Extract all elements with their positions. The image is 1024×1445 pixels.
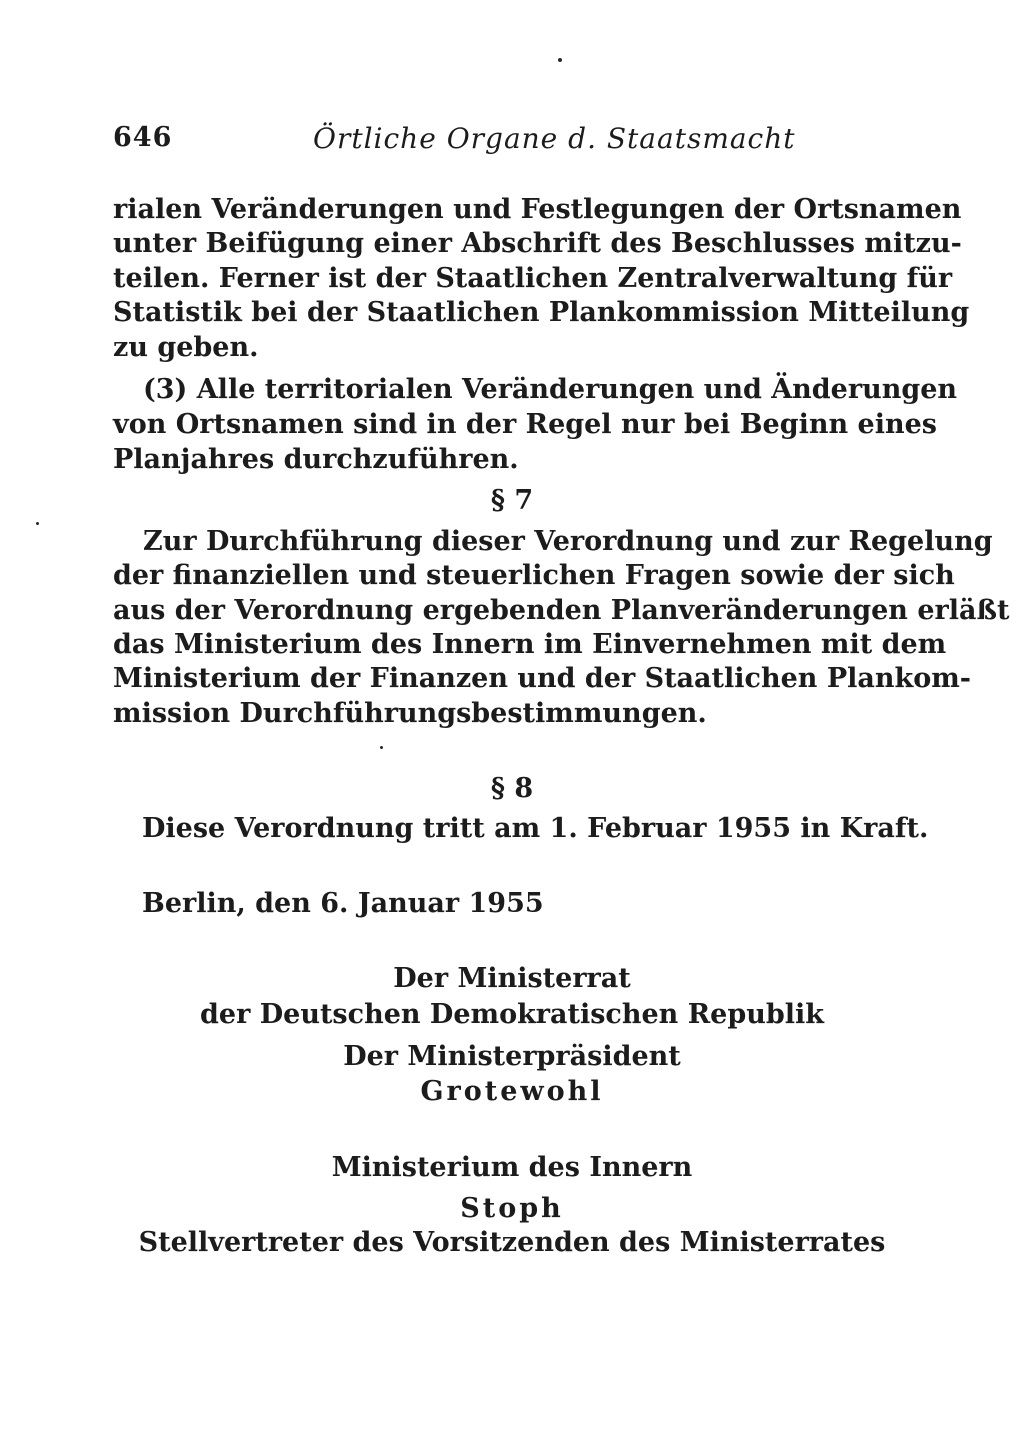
page-header [113,122,943,162]
paragraph-line: teilen. Ferner ist der Staatlichen Zentralverwaltung für [113,263,953,294]
paragraph-line: das Ministerium des Innern im Einvernehmen mit dem [113,629,947,660]
page-number: 646 [113,122,173,153]
signatory-name: Grotewohl [420,1076,604,1107]
signature-body: Der Ministerrat [393,963,631,994]
paragraph-line: mission Durchführungsbestimmungen. [113,698,707,729]
paragraph-line: der finanziellen und steuerlichen Fragen sowie der sich [113,560,955,591]
paragraph-line: Zur Durchführung dieser Verordnung und zur Regelung [143,526,993,557]
section-heading-8: § 8 [490,773,534,804]
signature-role: Stellvertreter des Vorsitzenden des Ministerrates [138,1227,886,1258]
signatory-name: Stoph [460,1193,564,1224]
section-heading-7: § 7 [490,485,534,516]
paragraph-line: aus der Verordnung ergebenden Planveränderungen erläßt [113,595,1010,626]
paragraph-line: von Ortsnamen sind in der Regel nur bei Beginn eines [113,409,937,440]
signature-body: der Deutschen Demokratischen Republik [200,999,824,1030]
paragraph-line: zu geben. [113,332,259,363]
signature-body: Ministerium des Innern [331,1152,693,1183]
paragraph-line: rialen Veränderungen und Festlegungen der Ortsnamen [113,194,962,225]
paragraph-line: (3) Alle territorialen Veränderungen und Änderungen [143,374,958,405]
print-speck [36,522,39,525]
running-title: Örtliche Organe d. Staatsmacht [313,122,796,155]
effective-date-line: Diese Verordnung tritt am 1. Februar 1955 in Kraft. [142,813,929,844]
print-speck [558,58,562,62]
paragraph-line: Planjahres durchzuführen. [113,444,519,475]
paragraph-line: Ministerium der Finanzen und der Staatlichen Plankom- [113,663,971,694]
print-speck [380,746,383,749]
signature-role: Der Ministerpräsident [343,1041,681,1072]
paragraph-line: Statistik bei der Staatlichen Plankommission Mitteilung [113,297,970,328]
place-date: Berlin, den 6. Januar 1955 [142,888,544,919]
paragraph-line: unter Beifügung einer Abschrift des Beschlusses mitzu- [113,228,962,259]
